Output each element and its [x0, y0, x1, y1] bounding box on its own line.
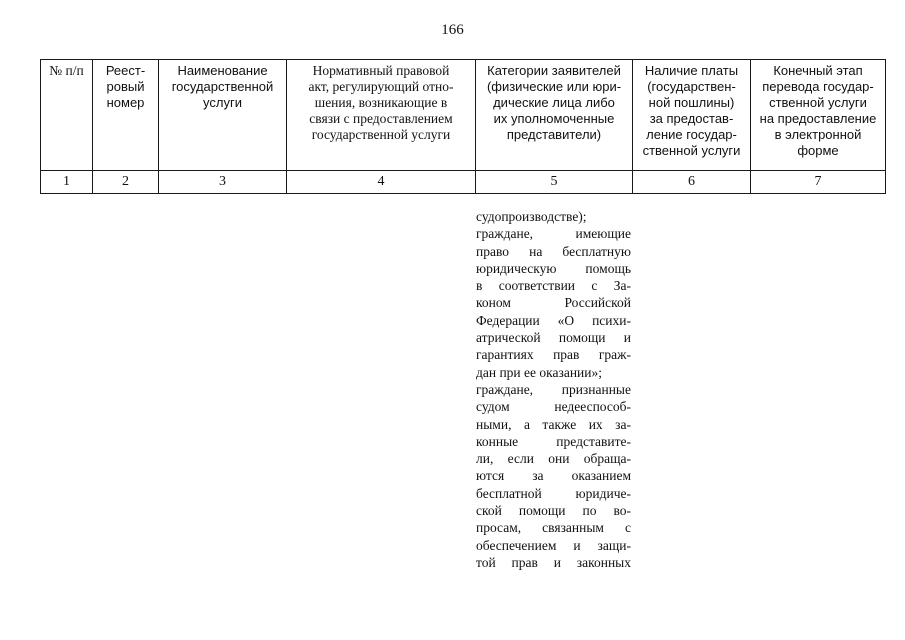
column-number-cell: 7 [751, 171, 886, 194]
table-header-row [41, 60, 886, 171]
text-line: конные представите- [476, 433, 631, 449]
text-line: обеспечением и защи- [476, 537, 631, 553]
text-line: ными, а также их за- [476, 416, 631, 432]
header-applicants-label: Категории заявителей (физические или юри- дические лица либо их уполномоченные представители) [486, 63, 622, 142]
text-line: просам, связанным с [476, 520, 631, 536]
text-line: судом недееспособ- [476, 399, 631, 415]
header-cell-final-stage [751, 60, 886, 171]
column-number-cell: 5 [476, 171, 633, 194]
text-line: ются за оказанием [476, 468, 631, 484]
column-number-row [41, 171, 886, 194]
text-line: атрической помощи и [476, 330, 631, 346]
services-table [40, 59, 886, 194]
header-cell-fee [633, 60, 751, 171]
column-number-cell: 3 [159, 171, 287, 194]
text-line: граждане, имеющие [476, 226, 631, 242]
text-line: коном Российской [476, 295, 631, 311]
column-number-cell: 2 [93, 171, 159, 194]
column-number-cell: 4 [287, 171, 476, 194]
text-line: в соответствии с За- [476, 278, 631, 294]
text-line: ли, если они обраща- [476, 451, 631, 467]
header-cell-legal-act [287, 60, 476, 171]
header-legal-act-label: Нормативный правовой акт, регулирующий отно- шения, возникающие в связи с предоставлением государственной услуги [308, 63, 454, 142]
header-final-stage-label: Конечный этап перевода государ- ственной услуги на предоставление в электронной форме [759, 63, 877, 158]
page-number: 166 [441, 22, 464, 38]
text-line: ской помощи по во- [476, 503, 631, 519]
header-cell-service-name [159, 60, 287, 171]
header-cell-number [41, 60, 93, 171]
header-fee-label: Наличие платы (государствен- ной пошлины) за предостав- ление государ- ственной услуги [642, 63, 741, 158]
text-line: граждане, признанные [476, 381, 631, 397]
header-number-label: № п/п [49, 63, 84, 78]
text-line: право на бесплатную [476, 243, 631, 259]
text-line: дан при ее оказании»; [476, 364, 602, 380]
text-line: юридическую помощь [476, 260, 631, 276]
column-number-cell: 6 [633, 171, 751, 194]
text-line: Федерации «О психи- [476, 312, 631, 328]
text-line: гарантиях прав граж- [476, 347, 631, 363]
header-registry-label: Реест- ровый номер [105, 63, 146, 110]
text-line: судопроизводстве); [476, 209, 587, 224]
applicant-categories-continuation [476, 208, 631, 571]
column-number-cell: 1 [41, 171, 93, 194]
header-cell-applicants [476, 60, 633, 171]
header-cell-registry [93, 60, 159, 171]
text-line: той прав и законных [476, 554, 631, 570]
text-line: бесплатной юридиче- [476, 485, 631, 501]
header-service-name-label: Наименование государственной услуги [171, 63, 274, 110]
